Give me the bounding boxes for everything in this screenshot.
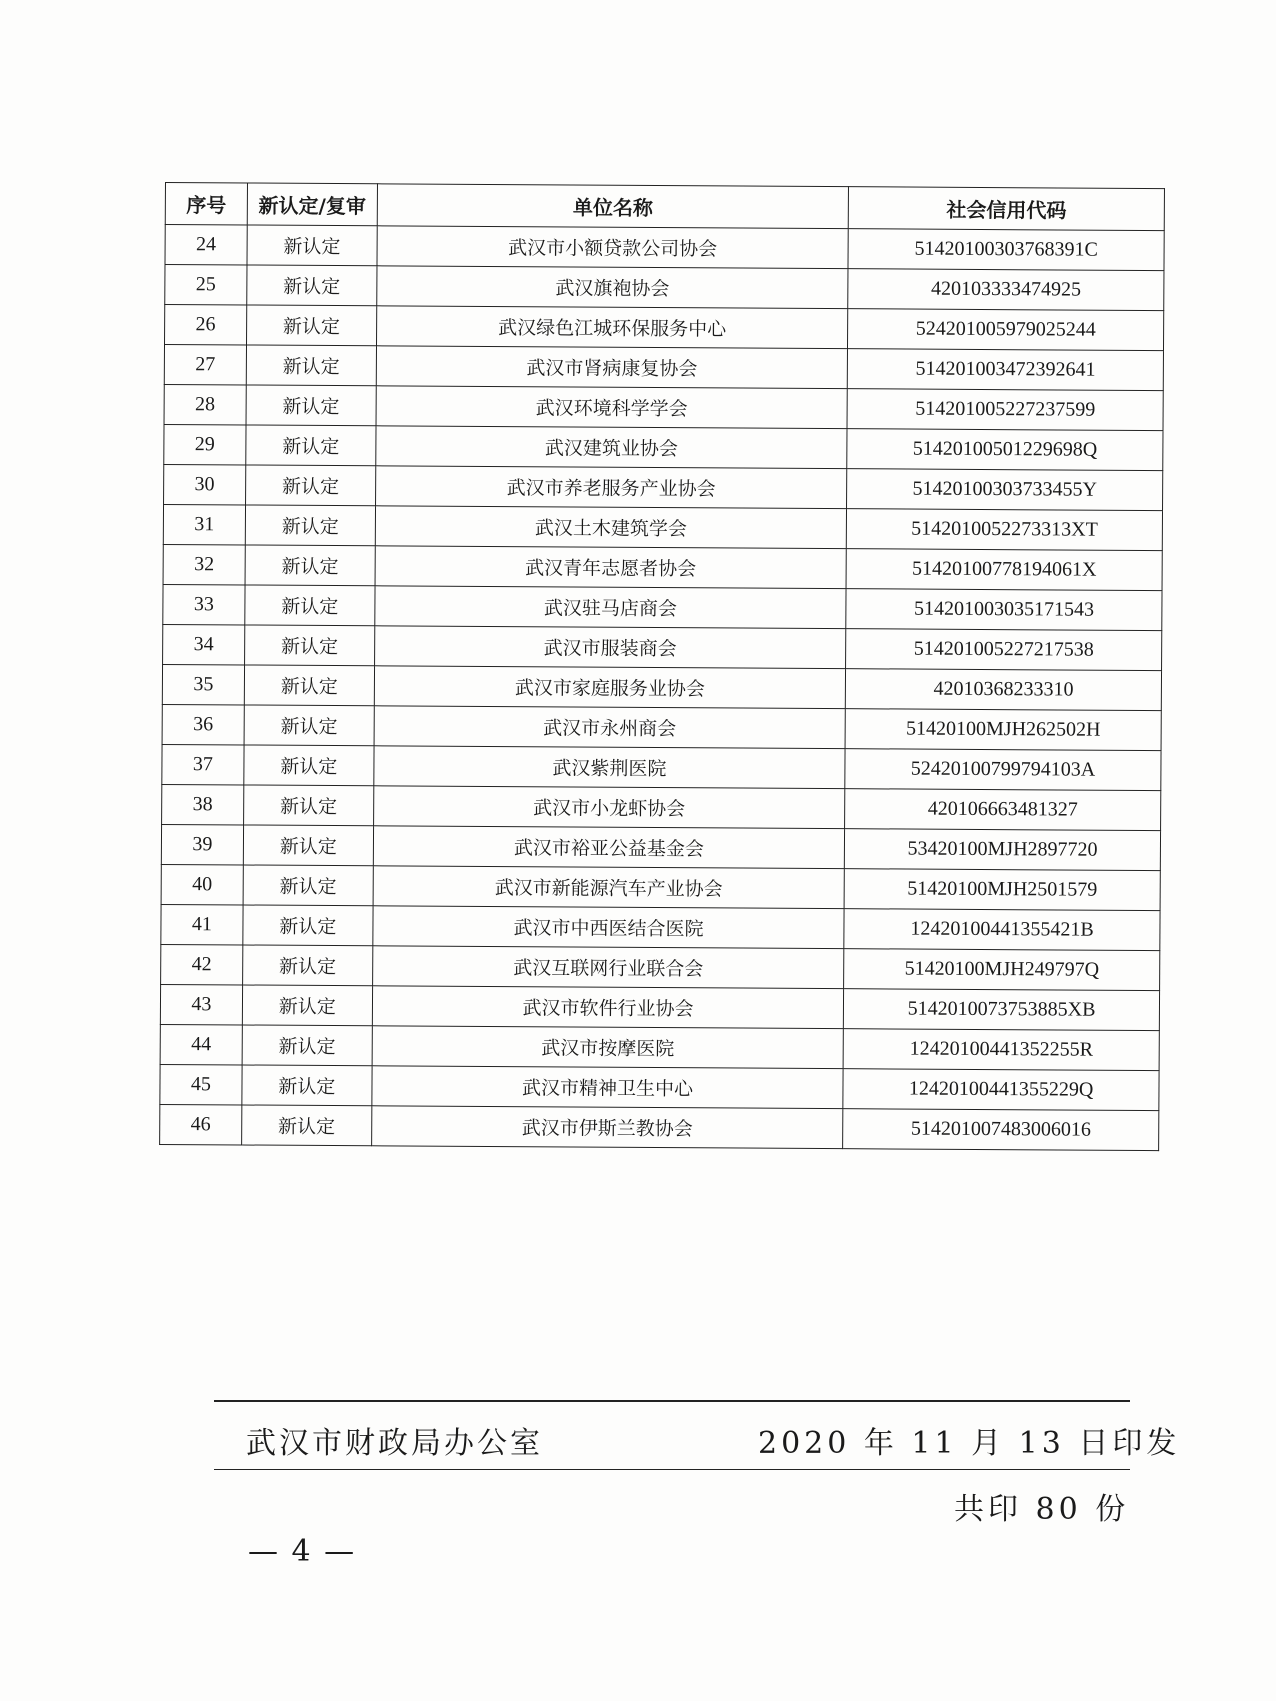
- row-status: 新认定: [245, 585, 375, 626]
- footer-bottom-rule: [214, 1469, 1130, 1470]
- table-row: [164, 424, 1163, 470]
- row-credit-code: 514201005227217538: [846, 629, 1162, 671]
- header-credit-code: 社会信用代码: [848, 187, 1164, 231]
- row-status: 新认定: [242, 1065, 372, 1106]
- table-row: [161, 944, 1160, 990]
- row-status: 新认定: [247, 265, 377, 306]
- row-seq: 34: [163, 624, 245, 664]
- row-org-name: 武汉建筑业协会: [376, 426, 848, 469]
- row-status: 新认定: [243, 825, 373, 866]
- row-credit-code: 51420100778194061X: [846, 549, 1162, 591]
- row-seq: 37: [162, 744, 244, 784]
- row-org-name: 武汉紫荆医院: [374, 746, 846, 789]
- row-seq: 40: [161, 864, 243, 904]
- row-seq: 33: [163, 584, 245, 624]
- row-status: 新认定: [243, 905, 373, 946]
- row-credit-code: 420103333474925: [848, 269, 1164, 311]
- row-org-name: 武汉市家庭服务业协会: [374, 666, 846, 709]
- row-org-name: 武汉市服装商会: [374, 626, 846, 669]
- row-credit-code: 514201007483006016: [843, 1109, 1159, 1151]
- row-status: 新认定: [242, 985, 372, 1026]
- row-status: 新认定: [246, 305, 376, 346]
- row-credit-code: 51420100501229698Q: [847, 429, 1163, 471]
- row-credit-code: 524201005979025244: [848, 309, 1164, 351]
- row-org-name: 武汉市小额贷款公司协会: [377, 226, 849, 269]
- row-credit-code: 51420100303768391C: [848, 229, 1164, 271]
- row-org-name: 武汉市永州商会: [374, 706, 846, 749]
- row-status: 新认定: [243, 865, 373, 906]
- table-row: [160, 1064, 1159, 1110]
- row-seq: 31: [163, 504, 245, 544]
- row-seq: 38: [162, 784, 244, 824]
- row-credit-code: 51420100MJH2501579: [844, 869, 1160, 911]
- table-row: [162, 744, 1161, 790]
- table-row: [161, 904, 1160, 950]
- row-org-name: 武汉市小龙虾协会: [373, 786, 845, 829]
- footer-top-rule: [214, 1400, 1130, 1402]
- row-org-name: 武汉土木建筑学会: [375, 506, 847, 549]
- header-org-name: 单位名称: [377, 184, 849, 229]
- row-seq: 36: [162, 704, 244, 744]
- row-org-name: 武汉环境科学学会: [376, 386, 848, 429]
- row-org-name: 武汉市新能源汽车产业协会: [373, 866, 845, 909]
- table-row: [163, 504, 1162, 550]
- row-seq: 29: [164, 424, 246, 464]
- row-org-name: 武汉市养老服务产业协会: [375, 466, 847, 509]
- issue-date: 2020 年 11 月 13 日印发: [758, 1426, 1181, 1461]
- row-credit-code: 514201003472392641: [848, 349, 1164, 391]
- row-credit-code: 12420100441352255R: [843, 1029, 1159, 1071]
- row-org-name: 武汉青年志愿者协会: [375, 546, 847, 589]
- row-seq: 39: [161, 824, 243, 864]
- row-seq: 26: [165, 305, 247, 345]
- row-seq: 43: [160, 984, 242, 1024]
- row-seq: 44: [160, 1024, 242, 1064]
- row-org-name: 武汉市中西医结合医院: [373, 906, 845, 949]
- table-row: [162, 664, 1161, 710]
- issuer-name: 武汉市财政局办公室: [246, 1426, 543, 1461]
- row-org-name: 武汉市裕亚公益基金会: [373, 826, 845, 869]
- row-status: 新认定: [246, 425, 376, 466]
- table-row: [161, 864, 1160, 910]
- table-row: [161, 824, 1160, 870]
- row-credit-code: 12420100441355421B: [844, 909, 1160, 951]
- header-status: 新认定/复审: [247, 183, 377, 226]
- row-seq: 46: [160, 1104, 242, 1144]
- row-status: 新认定: [244, 745, 374, 786]
- row-status: 新认定: [243, 785, 373, 826]
- table-body: [160, 225, 1165, 1151]
- row-seq: 28: [164, 384, 246, 424]
- table-row: [165, 305, 1164, 351]
- row-credit-code: 51420100303733455Y: [847, 469, 1163, 511]
- row-org-name: 武汉市按摩医院: [372, 1026, 844, 1069]
- row-seq: 27: [164, 345, 246, 385]
- row-seq: 30: [164, 464, 246, 504]
- row-credit-code: 12420100441355229Q: [843, 1069, 1159, 1111]
- row-credit-code: 52420100799794103A: [845, 749, 1161, 791]
- row-seq: 42: [161, 944, 243, 984]
- row-status: 新认定: [245, 505, 375, 546]
- table-row: [163, 584, 1162, 630]
- row-org-name: 武汉绿色江城环保服务中心: [376, 306, 848, 349]
- table-row: [160, 1024, 1159, 1070]
- row-org-name: 武汉旗袍协会: [377, 266, 849, 309]
- row-credit-code: 420106663481327: [845, 789, 1161, 831]
- row-org-name: 武汉市伊斯兰教协会: [371, 1106, 843, 1149]
- table-header-row: [165, 183, 1164, 231]
- row-status: 新认定: [244, 665, 374, 706]
- print-copies: 共印 80 份: [954, 1492, 1130, 1527]
- row-status: 新认定: [246, 385, 376, 426]
- row-credit-code: 5142010052273313XT: [847, 509, 1163, 551]
- row-seq: 24: [165, 225, 247, 265]
- table-row: [160, 1104, 1159, 1150]
- table-row: [164, 345, 1163, 391]
- row-credit-code: 51420100MJH249797Q: [844, 949, 1160, 991]
- row-seq: 41: [161, 904, 243, 944]
- row-org-name: 武汉市肾病康复协会: [376, 346, 848, 389]
- table-row: [165, 225, 1164, 271]
- table-row: [162, 784, 1161, 830]
- row-seq: 25: [165, 265, 247, 305]
- row-org-name: 武汉市软件行业协会: [372, 986, 844, 1029]
- row-status: 新认定: [242, 1025, 372, 1066]
- table-row: [162, 704, 1161, 750]
- row-credit-code: 5142010073753885XB: [844, 989, 1160, 1031]
- row-status: 新认定: [245, 465, 375, 506]
- row-credit-code: 514201005227237599: [847, 389, 1163, 431]
- row-credit-code: 51420100MJH262502H: [845, 709, 1161, 751]
- row-status: 新认定: [242, 1105, 372, 1146]
- row-seq: 35: [162, 664, 244, 704]
- table-row: [163, 544, 1162, 590]
- row-credit-code: 53420100MJH2897720: [845, 829, 1161, 871]
- row-status: 新认定: [247, 225, 377, 266]
- row-status: 新认定: [245, 545, 375, 586]
- row-credit-code: 514201003035171543: [846, 589, 1162, 631]
- page-number: — 4 —: [248, 1534, 357, 1569]
- table-row: [165, 265, 1164, 311]
- row-seq: 45: [160, 1064, 242, 1104]
- table-row: [164, 464, 1163, 510]
- row-status: 新认定: [244, 705, 374, 746]
- row-status: 新认定: [242, 945, 372, 986]
- header-seq: 序号: [165, 183, 247, 225]
- table-row: [160, 984, 1159, 1030]
- row-status: 新认定: [244, 625, 374, 666]
- row-org-name: 武汉互联网行业联合会: [372, 946, 844, 989]
- row-status: 新认定: [246, 345, 376, 386]
- row-org-name: 武汉驻马店商会: [375, 586, 847, 629]
- organization-list-table: [159, 182, 1165, 1151]
- row-org-name: 武汉市精神卫生中心: [372, 1066, 844, 1109]
- table-row: [164, 384, 1163, 430]
- row-seq: 32: [163, 544, 245, 584]
- row-credit-code: 42010368233310: [846, 669, 1162, 711]
- table-row: [163, 624, 1162, 670]
